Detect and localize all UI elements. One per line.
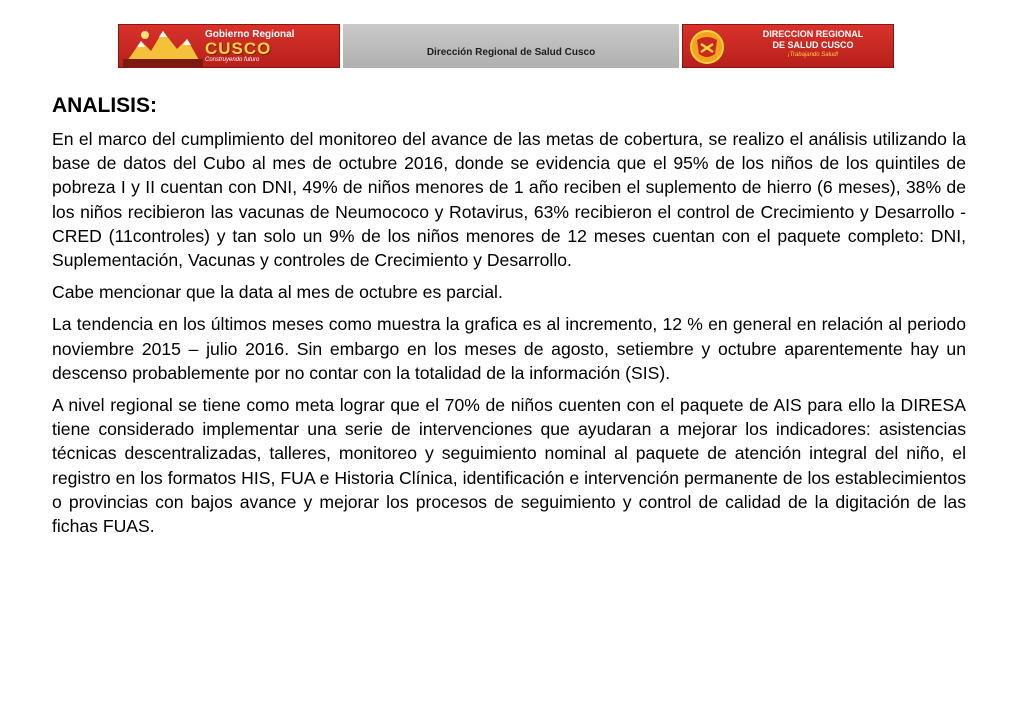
paragraph: La tendencia en los últimos meses como muestra la grafica es al incremento, 12 % en general en relación al periodo noviembre 2015 – julio 2016. Sin embargo en los meses de agosto, setiembre y octubre aparentemente hay un descenso probablemente por no contar con la totalidad de la información (SIS). (52, 314, 966, 383)
logo-city: CUSCO (205, 39, 272, 58)
paragraph: Cabe mencionar que la data al mes de octubre es parcial. (52, 282, 503, 303)
logo-subtitle: Construyendo futuro (205, 57, 260, 63)
diresa-emblem-icon (689, 30, 725, 64)
paragraph: En el marco del cumplimiento del monitoreo del avance de las metas de cobertura, se realizo el análisis utilizando la base de datos del Cubo al mes de octubre 2016, donde se evidencia que el 95% de los niños de los quintiles de pobreza I y II cuentan con DNI, 49% de niños menores de 1 año reciben el suplemento de hierro (6 meses), 38% de los niños recibieron las vacunas de Neumococo y Rotavirus, 63% recibieron el control de Crecimiento y Desarrollo - CRED (11controles) y tan solo un 9% de los niños menores de 12 meses cuentan con el paquete completo: DNI, Suplementación, Vacunas y controles de Crecimiento y Desarrollo. (52, 129, 966, 271)
diresa-subtitle: ¡Trabajando Salud! (787, 52, 839, 58)
header-banner (118, 24, 894, 68)
document-body (52, 92, 966, 546)
diresa-title-line2: DE SALUD CUSCO (772, 40, 854, 50)
diresa-logo (682, 24, 894, 68)
section-heading: ANALISIS: (52, 94, 157, 117)
gobierno-regional-logo (118, 24, 340, 68)
paragraph: A nivel regional se tiene como meta lograr que el 70% de niños cuenten con el paquete de AIS para ello la DIRESA tiene considerado implementar una serie de intervenciones que ayudaran a mejorar los indicadores: asistencias técnicas descentralizadas, talleres, monitoreo y seguimiento nominal al paquete de atención integral del niño, el registro en los formatos HIS, FUA e Historia Clínica, identificación e intervención permanente de los establecimientos o provincias con bajos avance y mejorar los procesos de seguimiento y control de calidad de la digitación de las fichas FUAS. (52, 395, 966, 537)
logo-title: Gobierno Regional (205, 29, 295, 40)
header-title-bar (343, 24, 679, 68)
diresa-title-line1: DIRECCION REGIONAL (762, 29, 864, 39)
header-title: Dirección Regional de Salud Cusco (426, 46, 596, 58)
mountain-emblem-icon (123, 27, 203, 67)
